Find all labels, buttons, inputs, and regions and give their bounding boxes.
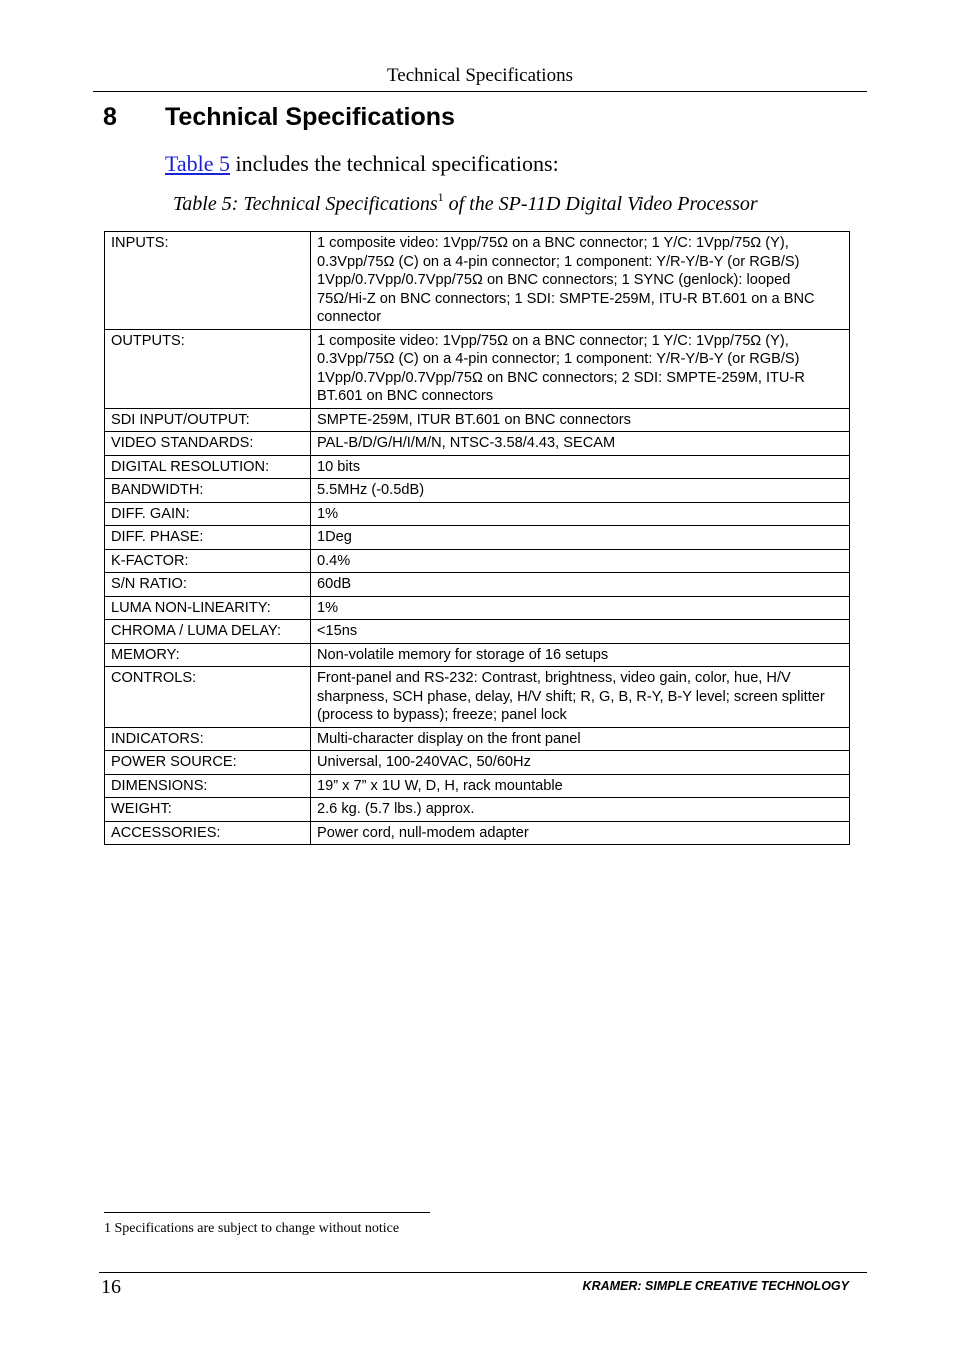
- table-row: [105, 526, 850, 550]
- spec-parameter-cell: K-FACTOR:: [105, 549, 311, 573]
- spec-parameter-cell: DIFF. PHASE:: [105, 526, 311, 550]
- table-row: [105, 798, 850, 822]
- section-title: Technical Specifications: [165, 103, 455, 131]
- spec-parameter-cell: WEIGHT:: [105, 798, 311, 822]
- table-reference-link[interactable]: Table 5: [165, 151, 231, 176]
- table-row: [105, 479, 850, 503]
- spec-value-cell: 1%: [311, 502, 850, 526]
- specifications-table-body: [105, 232, 850, 845]
- spec-parameter-cell: DIGITAL RESOLUTION:: [105, 455, 311, 479]
- table-row: [105, 573, 850, 597]
- spec-parameter-cell: DIFF. GAIN:: [105, 502, 311, 526]
- table-row: [105, 432, 850, 456]
- intro-text: includes the technical specifications:: [230, 151, 559, 176]
- spec-value-cell: 1Deg: [311, 526, 850, 550]
- table-row: [105, 667, 850, 728]
- table-row: [105, 774, 850, 798]
- spec-parameter-cell: ACCESSORIES:: [105, 821, 311, 845]
- spec-value-cell: Universal, 100-240VAC, 50/60Hz: [311, 751, 850, 775]
- header-rule: [93, 91, 867, 92]
- spec-value-cell: 10 bits: [311, 455, 850, 479]
- spec-parameter-cell: BANDWIDTH:: [105, 479, 311, 503]
- spec-value-cell: <15ns: [311, 620, 850, 644]
- running-header: Technical Specifications: [387, 65, 573, 86]
- table-row: [105, 455, 850, 479]
- caption-text-after: of the SP-11D Digital Video Processor: [443, 193, 758, 215]
- spec-value-cell: Non-volatile memory for storage of 16 setups: [311, 643, 850, 667]
- footnote: 1 Specifications are subject to change without notice: [104, 1221, 400, 1236]
- caption-text-before: Table 5: Technical Specifications: [173, 193, 438, 215]
- spec-parameter-cell: VIDEO STANDARDS:: [105, 432, 311, 456]
- footnote-reference[interactable]: 1: [437, 190, 444, 204]
- spec-parameter-cell: SDI INPUT/OUTPUT:: [105, 408, 311, 432]
- spec-value-cell: 2.6 kg. (5.7 lbs.) approx.: [311, 798, 850, 822]
- spec-parameter-cell: INPUTS:: [105, 232, 311, 330]
- section-heading: [103, 101, 455, 133]
- spec-parameter-cell: CHROMA / LUMA DELAY:: [105, 620, 311, 644]
- spec-value-cell: 0.4%: [311, 549, 850, 573]
- page-number: 16: [101, 1276, 121, 1298]
- table-row: [105, 232, 850, 330]
- spec-parameter-cell: LUMA NON-LINEARITY:: [105, 596, 311, 620]
- spec-parameter-cell: CONTROLS:: [105, 667, 311, 728]
- table-row: [105, 643, 850, 667]
- table-row: [105, 549, 850, 573]
- spec-parameter-cell: INDICATORS:: [105, 727, 311, 751]
- table-row: [105, 596, 850, 620]
- spec-value-cell: 5.5MHz (‑0.5dB): [311, 479, 850, 503]
- spec-value-cell: 1 composite video: 1Vpp/75Ω on a BNC connector; 1 Y/C: 1Vpp/75Ω (Y), 0.3Vpp/75Ω (C) on a 4-pin connector; 1 component: Y/R-Y/B-Y (or RGB/S) 1Vpp/0.7Vpp/0.7Vpp/75Ω on BNC connectors; 2 SDI: SMPTE-259M, ITU-R BT.601 on BNC connectors: [311, 329, 850, 408]
- table-row: [105, 620, 850, 644]
- table-caption: [173, 190, 758, 218]
- spec-value-cell: Power cord, null-modem adapter: [311, 821, 850, 845]
- specifications-table: [104, 231, 850, 845]
- spec-value-cell: Multi-character display on the front panel: [311, 727, 850, 751]
- section-number: 8: [103, 103, 117, 131]
- spec-parameter-cell: DIMENSIONS:: [105, 774, 311, 798]
- spec-value-cell: 1%: [311, 596, 850, 620]
- spec-value-cell: 1 composite video: 1Vpp/75Ω on a BNC connector; 1 Y/C: 1Vpp/75Ω (Y), 0.3Vpp/75Ω (C) on a 4‑pin connector; 1 component: Y/R‑Y/B‑Y (or RGB/S) 1Vpp/0.7Vpp/0.7Vpp/75Ω on BNC connectors; 1 SYNC (genlock): looped 75Ω/Hi‑Z on BNC connectors; 1 SDI: SMPTE-259M, ITU-R BT.601 on a BNC connector: [311, 232, 850, 330]
- spec-parameter-cell: POWER SOURCE:: [105, 751, 311, 775]
- table-row: [105, 821, 850, 845]
- footer-brand: KRAMER: SIMPLE CREATIVE TECHNOLOGY: [582, 1279, 849, 1293]
- spec-value-cell: SMPTE‑259M, ITUR BT.601 on BNC connectors: [311, 408, 850, 432]
- spec-value-cell: Front-panel and RS-232: Contrast, brightness, video gain, color, hue, H/V sharpness, SCH phase, delay, H/V shift; R, G, B, R-Y, B-Y level; screen splitter (process to bypass); freeze; panel lock: [311, 667, 850, 728]
- footnote-rule: [104, 1212, 430, 1213]
- spec-parameter-cell: MEMORY:: [105, 643, 311, 667]
- intro-paragraph: [165, 150, 559, 178]
- footer-rule: [99, 1272, 867, 1273]
- table-row: [105, 502, 850, 526]
- spec-parameter-cell: S/N RATIO:: [105, 573, 311, 597]
- spec-value-cell: 19” x 7” x 1U W, D, H, rack mountable: [311, 774, 850, 798]
- spec-parameter-cell: OUTPUTS:: [105, 329, 311, 408]
- table-row: [105, 408, 850, 432]
- table-row: [105, 751, 850, 775]
- table-row: [105, 329, 850, 408]
- table-row: [105, 727, 850, 751]
- spec-value-cell: PAL-B/D/G/H/I/M/N, NTSC-3.58/4.43, SECAM: [311, 432, 850, 456]
- spec-value-cell: 60dB: [311, 573, 850, 597]
